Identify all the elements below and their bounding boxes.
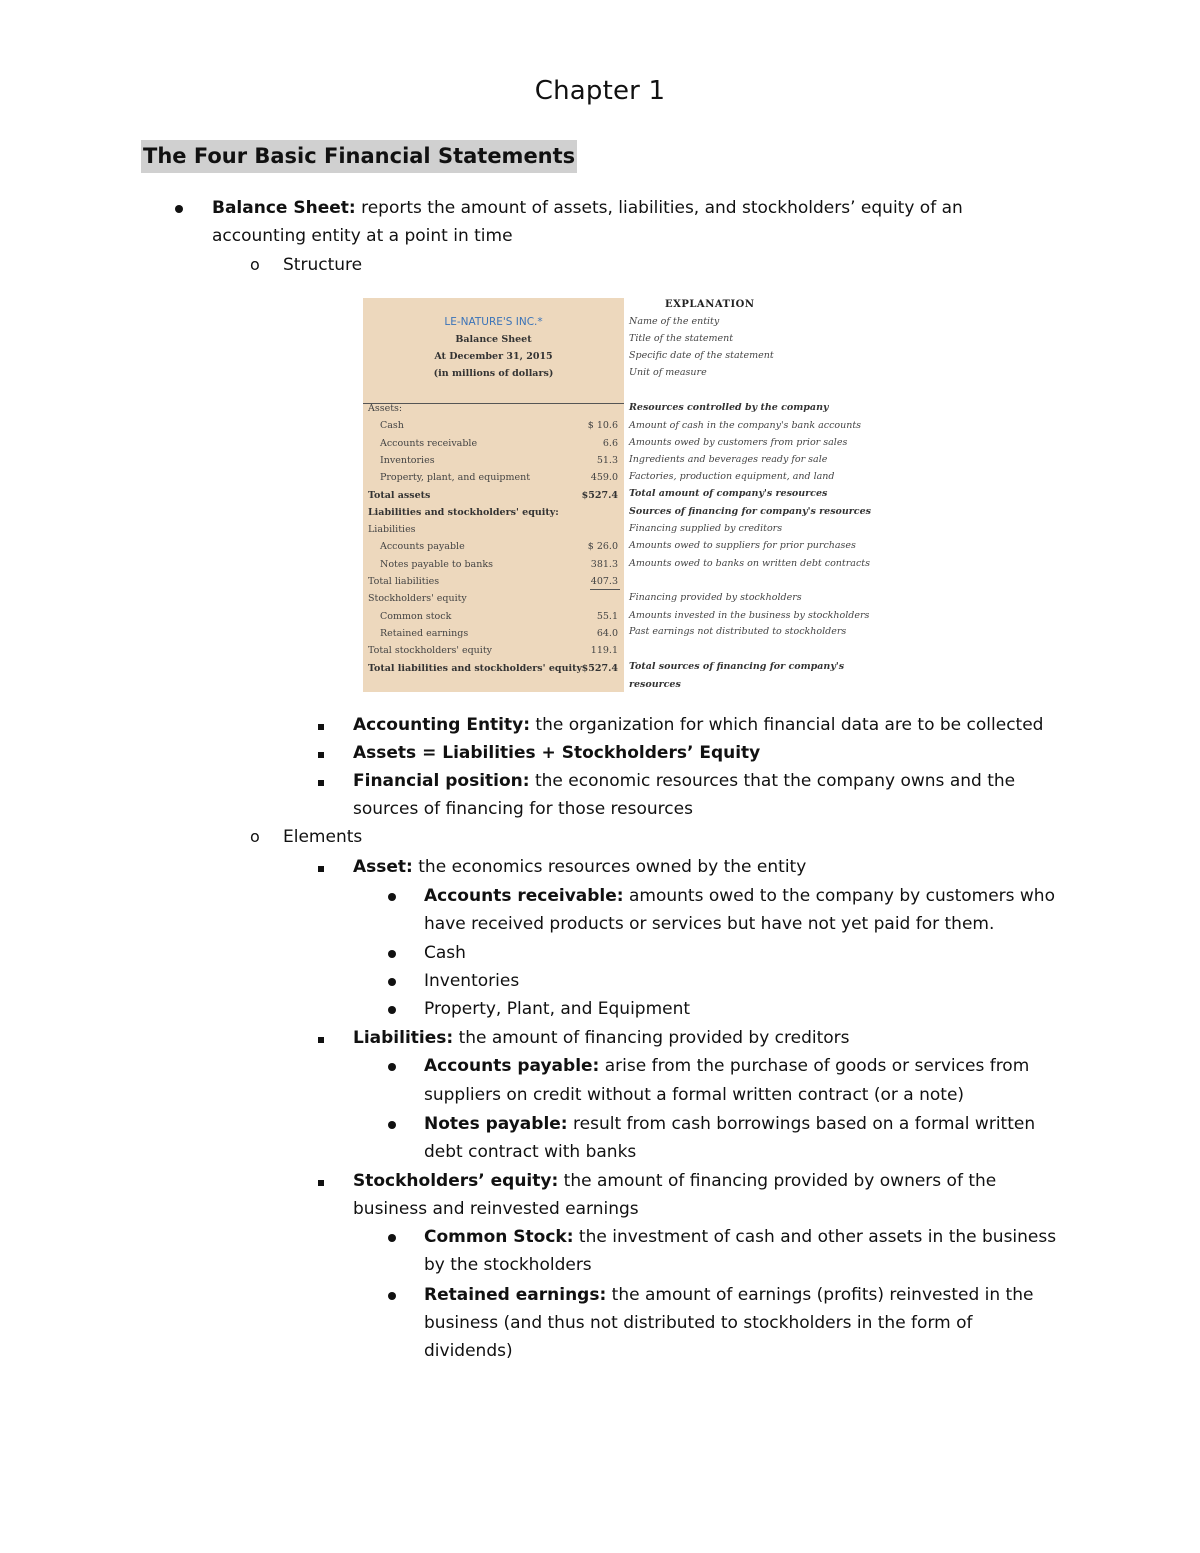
bs-row — [363, 402, 624, 419]
bs-row-label: Common stock — [380, 610, 452, 622]
bullet-dot — [388, 939, 396, 967]
explanation-item: Unit of measure — [629, 367, 707, 378]
bs-row-value: 407.3 — [590, 576, 618, 587]
balance-sheet-term: Balance Sheet: — [212, 198, 356, 218]
asset-accounts-receivable: Accounts receivable: amounts owed to the company by customers who — [424, 886, 1055, 906]
bullet-square — [318, 1167, 324, 1195]
bullet-circle: o — [250, 255, 260, 274]
bullet-dot — [388, 1110, 396, 1138]
asset-cash: Cash — [424, 943, 466, 963]
bs-row-label: Total liabilities — [368, 576, 440, 587]
bs-row — [363, 627, 624, 644]
chapter-title: Chapter 1 — [534, 76, 666, 106]
bullet-square — [318, 853, 324, 881]
bs-row-label: Accounts receivable — [380, 437, 478, 449]
bs-row-label: Cash — [380, 420, 404, 432]
bullet-square — [318, 767, 324, 795]
bs-row-value: 459.0 — [590, 472, 618, 484]
liabilities-definition: Liabilities: the amount of financing provided by creditors — [353, 1028, 850, 1048]
balance-sheet-definition-cont: accounting entity at a point in time — [212, 226, 513, 246]
bullet-square — [318, 711, 324, 739]
explanation-item: Total amount of company's resources — [629, 488, 828, 499]
note-financial-position: Financial position: the economic resources that the company owns and the — [353, 771, 1016, 791]
balance-sheet-figure — [363, 298, 624, 692]
equity-common-stock: Common Stock: the investment of cash and other assets in the business — [424, 1227, 1057, 1247]
explanation-item: Amounts owed to banks on written debt contracts — [629, 558, 870, 569]
bs-company-name: LE-NATURE'S INC.* — [444, 316, 543, 328]
liabilities-notes-payable-cont: debt contract with banks — [424, 1142, 637, 1162]
explanation-item: Past earnings not distributed to stockholders — [629, 626, 847, 637]
liabilities-accounts-payable: Accounts payable: arise from the purchase of goods or services from — [424, 1056, 1030, 1076]
asset-accounts-receivable-cont: have received products or services but have not yet paid for them. — [424, 914, 995, 934]
explanation-item: Ingredients and beverages ready for sale — [629, 454, 828, 465]
bs-row — [363, 610, 624, 627]
explanation-item: Amounts invested in the business by stockholders — [629, 610, 870, 621]
bs-row-label: Stockholders' equity — [368, 593, 467, 605]
bullet-dot — [175, 194, 183, 222]
explanation-item: resources — [629, 679, 681, 690]
bullet-dot — [388, 882, 396, 910]
explanation-item: Financing provided by stockholders — [629, 592, 802, 603]
structure-label: Structure — [283, 255, 363, 275]
bs-row — [363, 575, 624, 592]
explanation-item: Amount of cash in the company's bank accounts — [629, 420, 862, 431]
bs-row-value: 381.3 — [590, 558, 618, 570]
bs-row — [363, 662, 624, 679]
asset-inventories: Inventories — [424, 971, 520, 991]
bs-row-label: Inventories — [380, 454, 435, 466]
bullet-dot — [388, 995, 396, 1023]
explanation-item: Total sources of financing for company's — [629, 661, 845, 672]
bs-row-label: Total stockholders' equity — [368, 645, 493, 657]
bullet-dot — [388, 1281, 396, 1309]
bs-row-value: $ 10.6 — [587, 420, 618, 432]
explanation-item: Financing supplied by creditors — [629, 523, 783, 534]
bs-row-label: Assets: — [368, 403, 403, 414]
bs-row-value: 119.1 — [590, 645, 618, 657]
note-accounting-entity: Accounting Entity: the organization for which financial data are to be collected — [353, 715, 1044, 735]
section-heading: The Four Basic Financial Statements — [141, 140, 577, 173]
note-equation: Assets = Liabilities + Stockholders’ Equity — [353, 743, 761, 763]
explanation-item: Specific date of the statement — [629, 350, 774, 361]
explanation-title: EXPLANATION — [665, 299, 755, 310]
bs-row — [363, 644, 624, 661]
bs-row-value: 51.3 — [596, 454, 618, 466]
bs-total-underline — [590, 589, 620, 590]
bs-row-value: 55.1 — [596, 610, 618, 622]
explanation-item: Amounts owed to suppliers for prior purchases — [629, 540, 856, 551]
bs-row — [363, 592, 624, 609]
bs-row-value: $ 26.0 — [587, 541, 618, 553]
liabilities-notes-payable: Notes payable: result from cash borrowings based on a formal written — [424, 1114, 1036, 1134]
bs-date: At December 31, 2015 — [434, 351, 553, 362]
bs-row-value: $527.4 — [581, 662, 618, 674]
bs-row-label: Total assets — [368, 489, 431, 501]
explanation-item: Amounts owed by customers from prior sales — [629, 437, 848, 448]
bs-statement-title: Balance Sheet — [455, 334, 532, 345]
bs-row — [363, 437, 624, 454]
equity-retained-earnings-cont2: dividends) — [424, 1341, 513, 1361]
note-financial-position-cont: sources of financing for those resources — [353, 799, 693, 819]
explanation-item: Resources controlled by the company — [629, 402, 829, 413]
bullet-circle: o — [250, 827, 260, 846]
explanation-item: Sources of financing for company's resources — [629, 506, 871, 517]
asset-definition: Asset: the economics resources owned by the entity — [353, 857, 807, 877]
bs-row-label: Property, plant, and equipment — [380, 472, 531, 484]
bs-row-label: Retained earnings — [380, 627, 469, 639]
bullet-dot — [388, 967, 396, 995]
equity-definition: Stockholders’ equity: the amount of financing provided by owners of the — [353, 1171, 997, 1191]
bs-row — [363, 558, 624, 575]
bs-row-value: 6.6 — [602, 437, 618, 449]
bs-row — [363, 506, 624, 523]
bs-row-label: Accounts payable — [380, 541, 465, 553]
balance-sheet-definition: Balance Sheet: reports the amount of assets, liabilities, and stockholders’ equity of an — [212, 198, 963, 218]
bs-row-value: 64.0 — [596, 627, 618, 639]
bullet-square — [318, 739, 324, 767]
equity-common-stock-cont: by the stockholders — [424, 1255, 592, 1275]
asset-ppe: Property, Plant, and Equipment — [424, 999, 691, 1019]
explanation-item: Name of the entity — [629, 316, 720, 327]
bs-row — [363, 419, 624, 436]
bs-row-label: Liabilities and stockholders' equity: — [368, 506, 559, 518]
bs-row-label: Liabilities — [368, 524, 416, 536]
explanation-item: Factories, production equipment, and land — [629, 471, 835, 482]
bs-row — [363, 523, 624, 540]
bs-row-label: Notes payable to banks — [380, 558, 493, 570]
bs-row-value: $527.4 — [581, 489, 618, 501]
bs-row-label: Total liabilities and stockholders' equity — [368, 662, 582, 674]
bs-row — [363, 489, 624, 506]
bullet-square — [318, 1024, 324, 1052]
equity-retained-earnings: Retained earnings: the amount of earnings (profits) reinvested in the — [424, 1285, 1034, 1305]
liabilities-accounts-payable-cont: suppliers on credit without a formal written contract (or a note) — [424, 1085, 965, 1105]
explanation-item: Title of the statement — [629, 333, 734, 344]
bs-unit: (in millions of dollars) — [433, 368, 554, 379]
equity-definition-cont: business and reinvested earnings — [353, 1199, 639, 1219]
bullet-dot — [388, 1223, 396, 1251]
equity-retained-earnings-cont: business (and thus not distributed to stockholders in the form of — [424, 1313, 973, 1333]
section-heading-wrap — [141, 140, 577, 173]
bs-row — [363, 471, 624, 488]
bs-row — [363, 454, 624, 471]
bs-row — [363, 540, 624, 557]
elements-label: Elements — [283, 827, 363, 847]
bullet-dot — [388, 1052, 396, 1080]
